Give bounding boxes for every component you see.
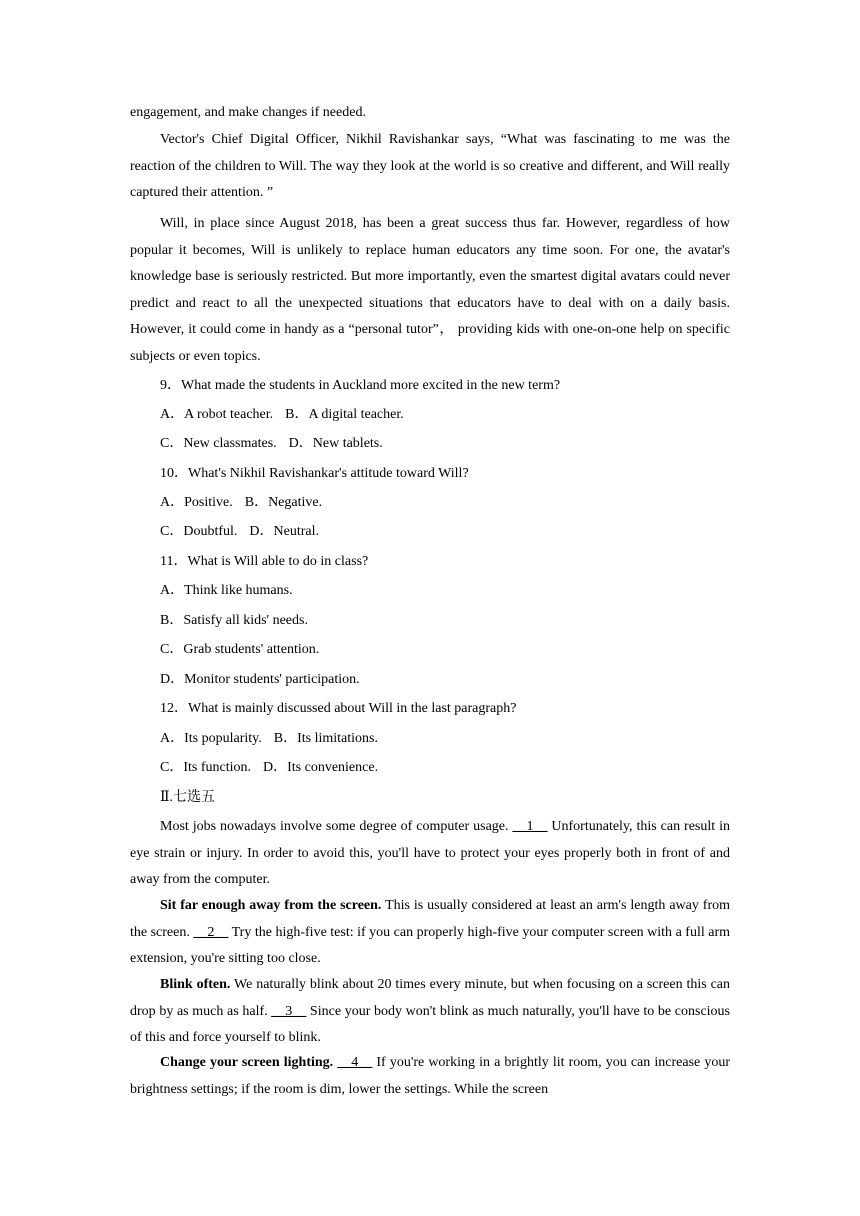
tip-heading: Sit far enough away from the screen. (160, 898, 382, 913)
option-c: C．Its function. (160, 760, 251, 775)
question-10-options-row2 (160, 522, 319, 542)
option-a: A．A robot teacher. (160, 407, 274, 422)
paragraph-continuation: engagement, and make changes if needed. (130, 105, 366, 120)
paragraph-will-success: Will, in place since August 2018, has been a great success thus far. However, regardless of how popular it becomes, Will is unlikely to replace human educators any time soon. For one, the avatar's knowledge base is seriously restricted. But more importantly, even the smartest digital avatars could never predict and react to all the unexpected situations that educators have to deal with on a daily basis. However, it could come in handy as a “personal tutor”， providing kids with one-on-one help on specific subjects or even topics. (130, 216, 730, 364)
paragraph-blink: Blink often. We naturally blink about 20 times every minute, but when focusing on a screen this can drop by as much as half. __3__ Since your body won't blink as much naturally, you'll have to be conscious of this and force yourself to blink. (130, 977, 730, 1045)
option-d: D．Neutral. (249, 524, 319, 539)
option-d: D．Monitor students' participation. (160, 672, 360, 687)
question-9-stem: 9．What made the students in Auckland more excited in the new term? (160, 378, 561, 393)
option-a: A．Positive. (160, 495, 233, 510)
blank-2: __2__ (193, 924, 229, 940)
question-12-options-row2 (160, 758, 378, 778)
question-10-options-row1 (160, 493, 322, 513)
section-heading: Ⅱ.七选五 (160, 790, 216, 805)
option-c: C．New classmates. (160, 436, 277, 451)
question-9-options-row2 (160, 434, 383, 454)
blank-3: __3__ (271, 1003, 307, 1019)
option-a: A．Its popularity. (160, 731, 262, 746)
option-c: C．Doubtful. (160, 524, 238, 539)
option-b: B．A digital teacher. (285, 407, 404, 422)
option-a: A．Think like humans. (160, 583, 293, 598)
option-b: B．Satisfy all kids' needs. (160, 613, 308, 628)
question-10-stem: 10．What's Nikhil Ravishankar's attitude toward Will? (160, 466, 469, 481)
question-9-options-row1 (160, 405, 404, 425)
question-11-stem: 11．What is Will able to do in class? (160, 554, 369, 569)
paragraph-sit-far: Sit far enough away from the screen. This is usually considered at least an arm's length away from the screen. __2__ Try the high-five test: if you can properly high-five your computer screen with a full arm extension, you're sitting too close. (130, 898, 730, 966)
option-b: B．Negative. (244, 495, 323, 510)
paragraph-lighting: Change your screen lighting. __4__ If you're working in a brightly lit room, you can increase your brightness settings; if the room is dim, lower the settings. While the screen (130, 1055, 730, 1097)
tip-heading: Blink often. (160, 977, 231, 992)
question-12-stem: 12．What is mainly discussed about Will in the last paragraph? (160, 701, 517, 716)
tip-heading: Change your screen lighting. (160, 1055, 334, 1070)
blank-1: __1__ (512, 819, 548, 834)
option-d: D．Its convenience. (263, 760, 379, 775)
paragraph-ravishankar-quote: Vector's Chief Digital Officer, Nikhil Ravishankar says, “What was fascinating to me was the reaction of the children to Will. The way they look at the world is so creative and different, and Will really captured their attention. ” (130, 132, 730, 200)
blank-4: __4__ (337, 1055, 373, 1070)
option-b: B．Its limitations. (273, 731, 378, 746)
option-d: D．New tablets. (288, 436, 383, 451)
option-c: C．Grab students' attention. (160, 642, 320, 657)
question-12-options-row1 (160, 729, 378, 749)
paragraph-intro: Most jobs nowadays involve some degree of computer usage. __1__ Unfortunately, this can result in eye strain or injury. In order to avoid this, you'll have to protect your eyes properly both in front of and away from the computer. (130, 819, 730, 887)
